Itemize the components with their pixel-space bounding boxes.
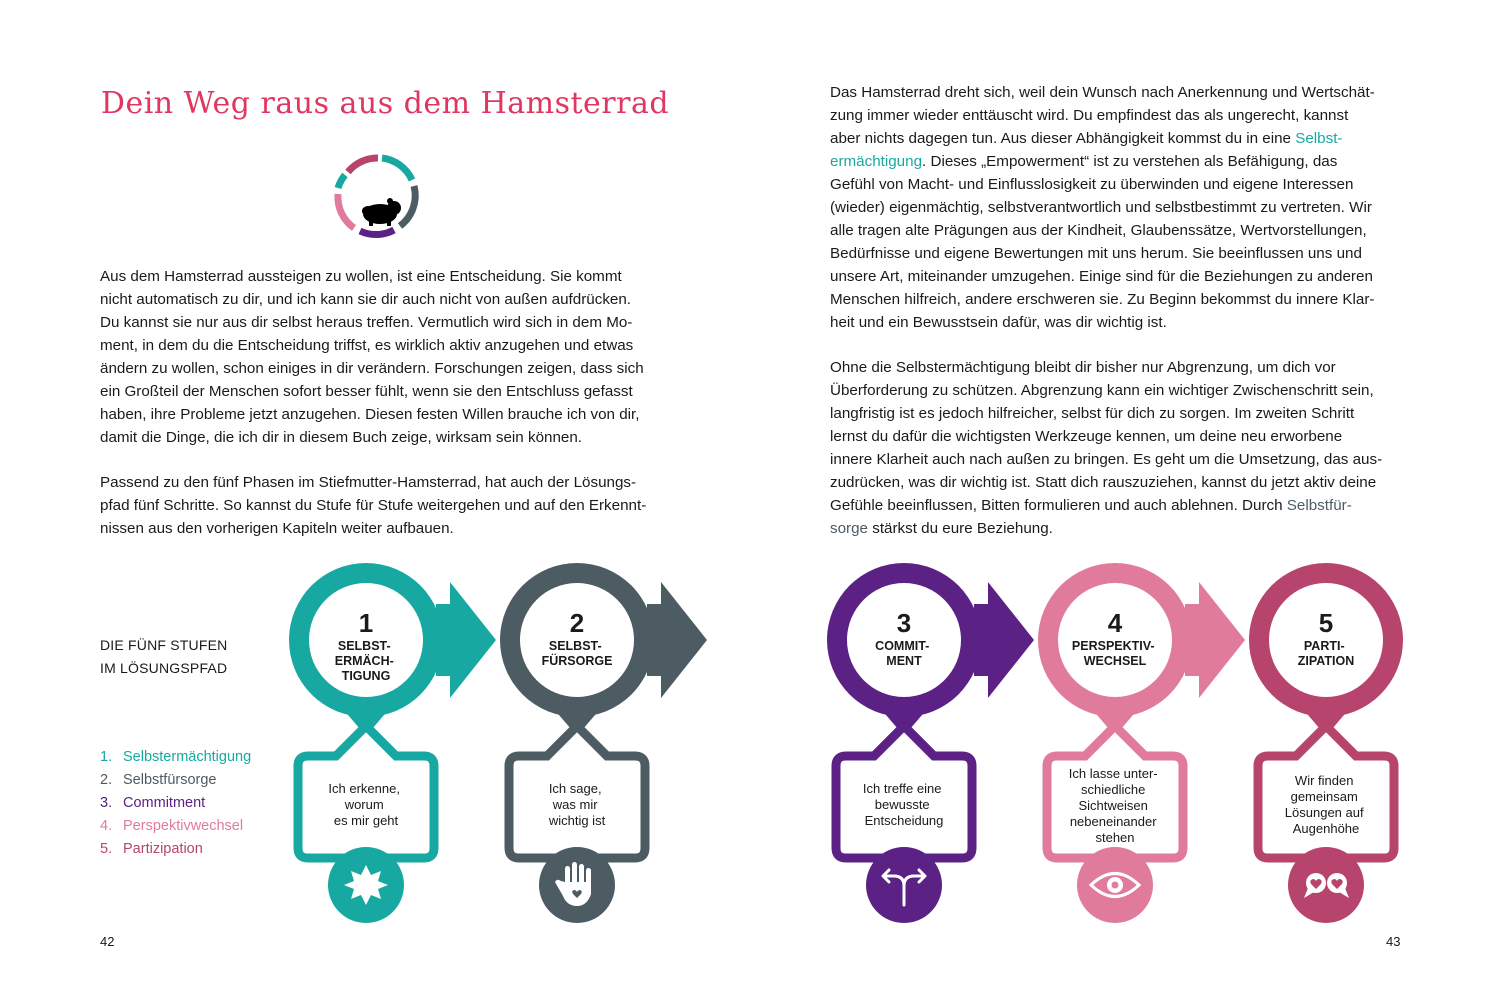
left-paragraph-2: Passend zu den fünf Phasen im Stiefmutter-Hamsterrad, hat auch der Lösungs- pfad fünf Schritte. So kannst du Stufe für Stufe weitergehen und auf den Erkennt- nissen aus den vorherigen Kapiteln weiter aufbauen. [100,474,647,537]
step-2-number: 2 [569,608,585,638]
step-5-name: PARTI- ZIPATION [1297,639,1355,668]
legend-item: 2. Selbstfürsorge [100,772,217,788]
step-4-text: Ich lasse unter- schiedliche Sichtweisen nebeneinander stehen [1068,766,1158,845]
step-3-number: 3 [896,608,912,638]
step-1-text: Ich erkenne, worum es mir geht [328,781,400,828]
step-5 [1249,563,1403,923]
right-paragraph-2: Ohne die Selbstermächtigung bleibt dir bisher nur Abgrenzung, um dich vor Überforderung zu schützen. Abgrenzung kann ein wichtiger Zwischenschritt sein, langfristig ist es jedoch hilfreicher, selbst für dich zu sorgen. Im zweiten Schritt lernst du dafür die wichtigsten Werkzeuge kennen, um deine neu erworbene innere Klarheit auch nach außen zu bringen. Es geht um die Umsetzung, das aus- zudrücken, was dir wichtig ist. Statt dich rauszuziehen, kannst du jetzt aktiv deine Gefühle beeinflussen, Bitten formulieren und auch ablehnen. Durch Selbstfür- sorge stärkst du eure Beziehung. [830,359,1383,537]
selbstermaechtigung-link-cont[interactable]: ermächtigung [830,153,923,170]
page-number-left: 42 [100,934,115,949]
selbstermaechtigung-link[interactable]: Selbst- [1295,130,1343,147]
step-1-name: SELBST- ERMÄCH- TIGUNG [334,639,394,683]
step-2 [500,563,707,923]
steps-diagram [0,560,1500,940]
selbstfuersorge-link-cont[interactable]: sorge [830,520,868,537]
step-1-arrow [436,582,496,698]
hamster-wheel-icon [330,150,422,242]
step-3-text: Ich treffe eine bewusste Entscheidung [862,781,944,828]
step-4 [1038,563,1245,923]
step-4-name: PERSPEKTIV- WECHSEL [1071,639,1155,668]
left-paragraph-1: Aus dem Hamsterrad aussteigen zu wollen, ist eine Entscheidung. Sie kommt nicht automatisch zu dir, und ich kann sie dir auch nicht von außen aufdrücken. Du kannst sie nur aus dir selbst heraus treffen. Vermutlich wird sich in dem Mo- ment, in dem du die Entscheidung triffst, es wirklich aktiv anzugehen und etwas ändern zu wollen, schon einiges in dir verändern. Forschungen zeigen, dass sich ein Großteil der Menschen sofort besser fühlt, wenn sie den Entschluss gefasst haben, ihre Probleme jetzt anzugehen. Diesen festen Willen brauche ich von dir, damit die Dinge, die ich dir in diesem Buch zeige, wirksam sein können. [100,268,644,446]
step-5-text: Wir finden gemeinsam Lösungen auf Augenhöhe [1284,773,1364,836]
step-2-arrow [647,582,707,698]
step-3 [827,563,1034,923]
step-2-text: Ich sage, was mir wichtig ist [548,781,606,828]
selbstfuersorge-link[interactable]: Selbstfür- [1286,497,1352,514]
step-1-number: 1 [358,608,374,638]
step-5-number: 5 [1318,608,1334,638]
step-3-arrow [974,582,1034,698]
step-3-name: COMMIT- MENT [875,639,930,668]
step-2-name: SELBST- FÜRSORGE [541,639,613,668]
page-number-right: 43 [1386,934,1401,949]
step-5-icon-bg [1288,847,1364,923]
legend-item: 4. Perspektivwechsel [100,818,244,834]
step-4-number: 4 [1107,608,1123,638]
step-4-arrow [1185,582,1245,698]
right-paragraph-1: Das Hamsterrad dreht sich, weil dein Wunsch nach Anerkennung und Wertschät- zung immer wieder enttäuscht wird. Du empfindest das als ungerecht, kannst aber nichts dagegen tun. Aus dieser Abhängigkeit kommst du in eine Selbst- ermächtigung. Dieses „Empowerment“ ist zu verstehen als Befähigung, das Gefühl von Macht- und Einflusslosigkeit zu überwinden und eigene Interessen (wieder) eigenmächtig, selbstverantwortlich und selbstbestimmt zu vertreten. Wir alle tragen alte Prägungen aus der Kindheit, Glaubenssätze, Wertvorstellungen, Bedürfnisse und eigene Bewertungen mit uns herum. Sie beeinflussen uns und unsere Art, miteinander umzugehen. Einige sind für die Beziehungen zu anderen Menschen hilfreich, andere erschweren sie. Zu Beginn bekommst du innere Klar- heit und ein Bewusstsein dafür, was dir wichtig ist. [830,84,1375,331]
legend-item: 3. Commitment [100,795,206,811]
chapter-title: Dein Weg raus aus dem Hamsterrad [100,86,670,121]
diagram-title: DIE FÜNF STUFEN IM LÖSUNGSPFAD [100,637,228,676]
legend-item: 1. Selbstermächtigung [100,749,252,765]
step-1 [289,563,496,923]
legend-item: 5. Partizipation [100,841,203,857]
